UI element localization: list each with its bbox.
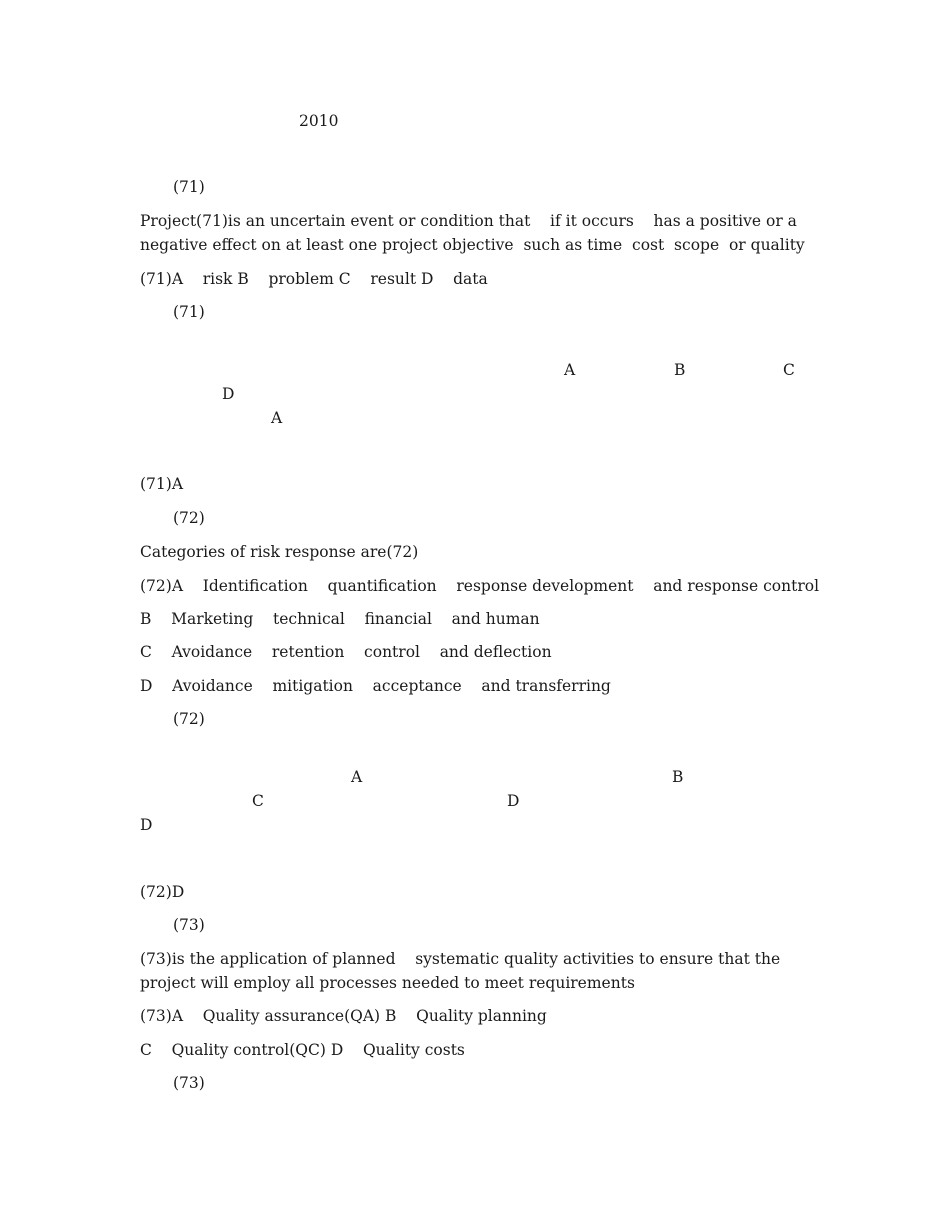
- q71-mark-d: D: [222, 385, 235, 403]
- q71-explanation-label: (71): [173, 303, 205, 321]
- q72-mark-c: C: [252, 792, 264, 810]
- q72-option-c: C Avoidance retention control and deflection: [140, 643, 552, 661]
- q72-mark-d2: D: [140, 816, 153, 834]
- q72-mark-d1: D: [507, 792, 520, 810]
- q71-mark-b: B: [674, 361, 686, 379]
- q71-mark-a: A: [564, 361, 576, 379]
- q73-stem-line-2: project will employ all processes needed to meet requirements: [140, 974, 635, 992]
- q73-options-line-2: C Quality control(QC) D Quality costs: [140, 1041, 465, 1059]
- q71-options: (71)A risk B problem C result D data: [140, 270, 488, 288]
- q72-explanation-label: (72): [173, 710, 205, 728]
- q71-stem-line-1: Project(71)is an uncertain event or condition that if it occurs has a positive or a: [140, 212, 797, 230]
- q71-mark-c: C: [783, 361, 795, 379]
- q71-number-label: (71): [173, 178, 205, 196]
- q71-stem-line-2: negative effect on at least one project objective such as time cost scope or quality: [140, 236, 805, 254]
- q71-answer-mark: A: [271, 409, 283, 427]
- q73-options-line-1: (73)A Quality assurance(QA) B Quality planning: [140, 1007, 547, 1025]
- q73-number-label: (73): [173, 916, 205, 934]
- q72-stem: Categories of risk response are(72): [140, 543, 419, 561]
- q72-option-b: B Marketing technical financial and human: [140, 610, 540, 628]
- q72-number-label: (72): [173, 509, 205, 527]
- q72-mark-b: B: [672, 768, 684, 786]
- q72-answer: (72)D: [140, 883, 185, 901]
- q72-mark-a: A: [351, 768, 363, 786]
- q73-stem-line-1: (73)is the application of planned systematic quality activities to ensure that the: [140, 950, 781, 968]
- exam-year: 2010: [299, 112, 339, 130]
- q71-answer: (71)A: [140, 475, 184, 493]
- q73-explanation-label: (73): [173, 1074, 205, 1092]
- q72-option-d: D Avoidance mitigation acceptance and transferring: [140, 677, 611, 695]
- q72-option-a: (72)A Identification quantification response development and response control: [140, 577, 820, 595]
